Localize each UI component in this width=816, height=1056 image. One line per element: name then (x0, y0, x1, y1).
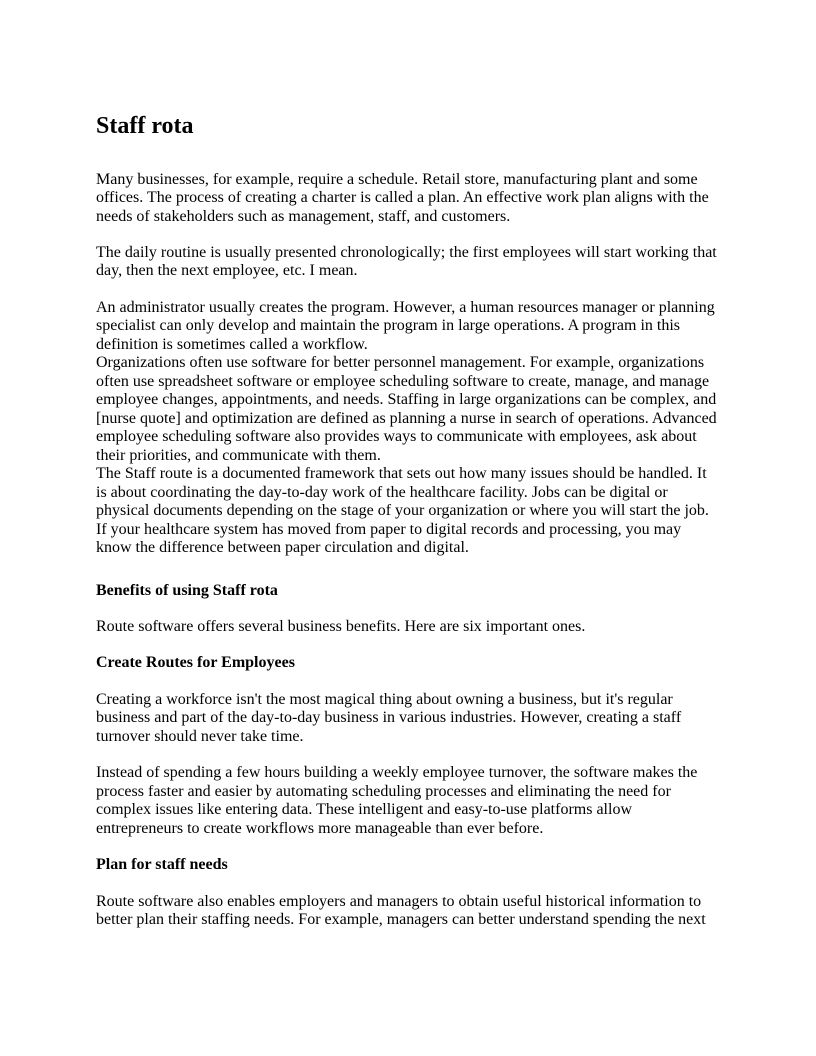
document-title: Staff rota (96, 113, 194, 139)
intro-paragraph: Many businesses, for example, require a schedule. Retail store, manufacturing plant and some offices. The process of creating a charter is called a plan. An effective work plan aligns with the needs of stakeholders such as management, staff, and customers. (96, 170, 709, 225)
body-paragraph: Route software offers several business benefits. Here are six important ones. (96, 617, 586, 635)
body-paragraph: The Staff route is a documented framework that sets out how many issues should be handled. It is about coordinating the day-to-day work of the healthcare facility. Jobs can be digital or physical documents depending on the stage of your organization or where you will start the job. If your healthcare system has moved from paper to digital records and processing, you may know the difference between paper circulation and digital. (96, 465, 709, 557)
section-heading-benefits: Benefits of using Staff rota (96, 581, 278, 599)
body-paragraph: Route software also enables employers and managers to obtain useful historical information to better plan their staffing needs. For example, managers can better understand spending the next (96, 892, 706, 929)
body-paragraph: An administrator usually creates the program. However, a human resources manager or planning specialist can only develop and maintain the program in large operations. A program in this definition is sometimes called a workflow. (96, 298, 715, 353)
body-paragraph: Creating a workforce isn't the most magical thing about owning a business, but it's regular business and part of the day-to-day business in various industries. However, creating a staff turnover should never take time. (96, 690, 682, 745)
section-heading-plan-staff-needs: Plan for staff needs (96, 856, 228, 874)
section-heading-create-routes: Create Routes for Employees (96, 654, 295, 672)
body-paragraph: Organizations often use software for better personnel management. For example, organizations often use spreadsheet software or employee scheduling software to create, manage, and manage employee changes, appointments, and needs. Staffing in large organizations can be complex, and [nurse quote] and optimization are defined as planning a nurse in search of operations. Advanced employee scheduling software also provides ways to communicate with employees, ask about their priorities, and communicate with them. (96, 354, 717, 464)
body-paragraph: Instead of spending a few hours building a weekly employee turnover, the software makes the process faster and easier by automating scheduling processes and eliminating the need for complex issues like entering data. These intelligent and easy-to-use platforms allow entrepreneurs to create workflows more manageable than ever before. (96, 764, 698, 837)
intro-paragraph: The daily routine is usually presented chronologically; the first employees will start working that day, then the next employee, etc. I mean. (96, 244, 717, 280)
main-text-block (96, 299, 720, 558)
